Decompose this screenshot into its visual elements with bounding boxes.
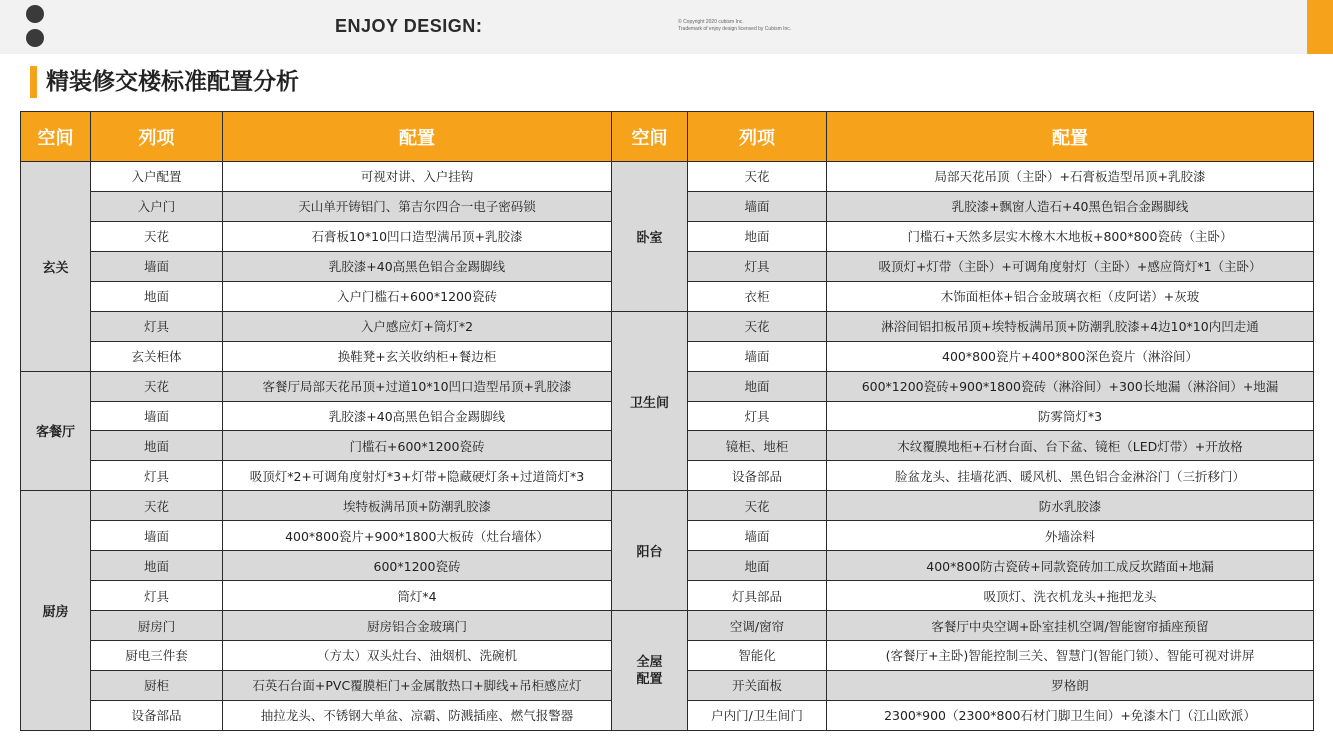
copyright-notice: © Copyright 2020 cubism Inc. Trademark of enjoy design licensed by Cubism Inc. bbox=[678, 19, 792, 32]
item-cell: 墙面 bbox=[91, 401, 223, 431]
space-cell: 全屋 配置 bbox=[612, 611, 688, 731]
item-cell: 镜柜、地柜 bbox=[688, 431, 827, 461]
item-cell: 灯具 bbox=[91, 461, 223, 491]
column-header: 列项 bbox=[688, 112, 827, 162]
config-cell: 吸顶灯+灯带（主卧）+可调角度射灯（主卧）+感应筒灯*1（主卧） bbox=[827, 251, 1314, 281]
item-cell: 墙面 bbox=[91, 251, 223, 281]
config-cell: 吸顶灯*2+可调角度射灯*3+灯带+隐藏硬灯条+过道筒灯*3 bbox=[223, 461, 612, 491]
config-cell: 门槛石+600*1200瓷砖 bbox=[223, 431, 612, 461]
config-cell: (客餐厅+主卧)智能控制三关、智慧门(智能门锁）、智能可视对讲屏 bbox=[827, 641, 1314, 671]
config-cell: 吸顶灯、洗衣机龙头+拖把龙头 bbox=[827, 581, 1314, 611]
item-cell: 设备部品 bbox=[688, 461, 827, 491]
column-header: 配置 bbox=[827, 112, 1314, 162]
item-cell: 地面 bbox=[91, 551, 223, 581]
space-cell: 厨房 bbox=[21, 491, 91, 731]
config-cell: 换鞋凳+玄关收纳柜+餐边柜 bbox=[223, 341, 612, 371]
accent-tab bbox=[1307, 0, 1333, 54]
config-cell: （方太）双头灶台、油烟机、洗碗机 bbox=[223, 641, 612, 671]
item-cell: 开关面板 bbox=[688, 670, 827, 700]
item-cell: 墙面 bbox=[688, 341, 827, 371]
dot-icon bbox=[26, 5, 44, 23]
config-cell: 乳胶漆+40高黑色铝合金踢脚线 bbox=[223, 251, 612, 281]
item-cell: 地面 bbox=[91, 281, 223, 311]
config-cell: 入户门槛石+600*1200瓷砖 bbox=[223, 281, 612, 311]
item-cell: 灯具 bbox=[91, 581, 223, 611]
space-cell: 玄关 bbox=[21, 162, 91, 372]
item-cell: 户内门/卫生间门 bbox=[688, 700, 827, 730]
config-cell: 入户感应灯+筒灯*2 bbox=[223, 311, 612, 341]
config-cell: 客餐厅中央空调+卧室挂机空调/智能窗帘插座预留 bbox=[827, 611, 1314, 641]
item-cell: 墙面 bbox=[91, 521, 223, 551]
item-cell: 空调/窗帘 bbox=[688, 611, 827, 641]
config-cell: 抽拉龙头、不锈钢大单盆、凉霸、防溅插座、燃气报警器 bbox=[223, 700, 612, 730]
config-cell: 罗格朗 bbox=[827, 670, 1314, 700]
dot-icon bbox=[26, 29, 44, 47]
config-cell: 600*1200瓷砖 bbox=[223, 551, 612, 581]
item-cell: 天花 bbox=[91, 371, 223, 401]
item-cell: 地面 bbox=[688, 551, 827, 581]
config-cell: 石膏板10*10凹口造型满吊顶+乳胶漆 bbox=[223, 221, 612, 251]
space-cell: 阳台 bbox=[612, 491, 688, 611]
config-cell: 厨房铝合金玻璃门 bbox=[223, 611, 612, 641]
item-cell: 地面 bbox=[688, 371, 827, 401]
config-cell: 防雾筒灯*3 bbox=[827, 401, 1314, 431]
config-cell: 木纹覆膜地柜+石材台面、台下盆、镜柜（LED灯带）+开放格 bbox=[827, 431, 1314, 461]
title-accent-bar bbox=[30, 66, 37, 98]
item-cell: 玄关柜体 bbox=[91, 341, 223, 371]
config-cell: 筒灯*4 bbox=[223, 581, 612, 611]
top-bar bbox=[0, 0, 1333, 54]
config-cell: 客餐厅局部天花吊顶+过道10*10凹口造型吊顶+乳胶漆 bbox=[223, 371, 612, 401]
item-cell: 入户配置 bbox=[91, 162, 223, 192]
item-cell: 墙面 bbox=[688, 191, 827, 221]
config-cell: 石英石台面+PVC覆膜柜门+金属散热口+脚线+吊柜感应灯 bbox=[223, 670, 612, 700]
config-cell: 400*800瓷片+900*1800大板砖（灶台墙体） bbox=[223, 521, 612, 551]
item-cell: 天花 bbox=[688, 162, 827, 192]
item-cell: 天花 bbox=[688, 491, 827, 521]
config-cell: 乳胶漆+40高黑色铝合金踢脚线 bbox=[223, 401, 612, 431]
item-cell: 天花 bbox=[91, 221, 223, 251]
item-cell: 天花 bbox=[688, 311, 827, 341]
config-cell: 600*1200瓷砖+900*1800瓷砖（淋浴间）+300长地漏（淋浴间）+地漏 bbox=[827, 371, 1314, 401]
column-header: 配置 bbox=[223, 112, 612, 162]
space-cell: 卫生间 bbox=[612, 311, 688, 491]
config-cell: 局部天花吊顶（主卧）+石膏板造型吊顶+乳胶漆 bbox=[827, 162, 1314, 192]
config-cell: 2300*900（2300*800石材门脚卫生间）+免漆木门（江山欧派） bbox=[827, 700, 1314, 730]
brand-logo: ENJOY DESIGN​: bbox=[335, 16, 483, 37]
item-cell: 灯具部品 bbox=[688, 581, 827, 611]
item-cell: 智能化 bbox=[688, 641, 827, 671]
config-cell: 门槛石+天然多层实木橡木木地板+800*800瓷砖（主卧） bbox=[827, 221, 1314, 251]
config-cell: 天山单开铸铝门、第吉尔四合一电子密码锁 bbox=[223, 191, 612, 221]
table-row bbox=[21, 162, 1314, 192]
item-cell: 地面 bbox=[91, 431, 223, 461]
item-cell: 厨柜 bbox=[91, 670, 223, 700]
item-cell: 地面 bbox=[688, 221, 827, 251]
config-cell: 埃特板满吊顶+防潮乳胶漆 bbox=[223, 491, 612, 521]
config-cell: 防水乳胶漆 bbox=[827, 491, 1314, 521]
config-cell: 400*800防古瓷砖+同款瓷砖加工成反坎踏面+地漏 bbox=[827, 551, 1314, 581]
item-cell: 墙面 bbox=[688, 521, 827, 551]
config-cell: 木饰面柜体+铝合金玻璃衣柜（皮阿诺）+灰玻 bbox=[827, 281, 1314, 311]
space-cell: 客餐厅 bbox=[21, 371, 91, 491]
table-header-row bbox=[21, 112, 1314, 162]
column-header: 列项 bbox=[91, 112, 223, 162]
config-cell: 乳胶漆+飘窗人造石+40黑色铝合金踢脚线 bbox=[827, 191, 1314, 221]
item-cell: 天花 bbox=[91, 491, 223, 521]
page-title: 精装修交楼标准配置分析 bbox=[46, 69, 299, 95]
config-cell: 400*800瓷片+400*800深色瓷片（淋浴间） bbox=[827, 341, 1314, 371]
column-header: 空间 bbox=[612, 112, 688, 162]
item-cell: 厨电三件套 bbox=[91, 641, 223, 671]
config-cell: 可视对讲、入户挂钩 bbox=[223, 162, 612, 192]
item-cell: 厨房门 bbox=[91, 611, 223, 641]
item-cell: 设备部品 bbox=[91, 700, 223, 730]
item-cell: 灯具 bbox=[688, 251, 827, 281]
table-row bbox=[21, 611, 1314, 641]
item-cell: 入户门 bbox=[91, 191, 223, 221]
config-cell: 淋浴间铝扣板吊顶+埃特板满吊顶+防潮乳胶漆+4边10*10内凹走通 bbox=[827, 311, 1314, 341]
config-cell: 外墙涂料 bbox=[827, 521, 1314, 551]
table-row bbox=[21, 311, 1314, 341]
space-cell: 卧室 bbox=[612, 162, 688, 312]
column-header: 空间 bbox=[21, 112, 91, 162]
table-row bbox=[21, 491, 1314, 521]
item-cell: 衣柜 bbox=[688, 281, 827, 311]
config-cell: 脸盆龙头、挂墙花洒、暖风机、黑色铝合金淋浴门（三折移门） bbox=[827, 461, 1314, 491]
item-cell: 灯具 bbox=[91, 311, 223, 341]
config-table bbox=[20, 111, 1314, 731]
item-cell: 灯具 bbox=[688, 401, 827, 431]
